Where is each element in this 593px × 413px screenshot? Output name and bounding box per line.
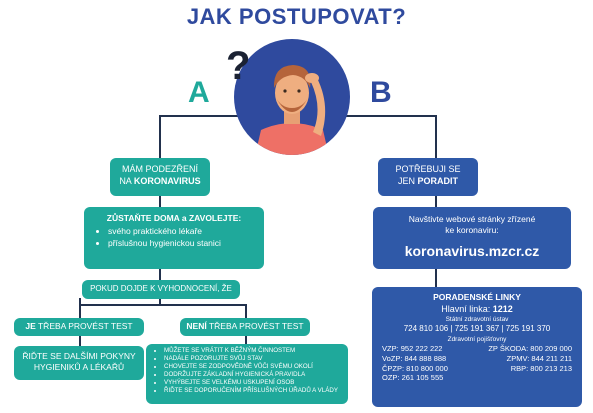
stay-home-box (84, 207, 264, 269)
connector-left-mid (159, 195, 161, 207)
thinking-person-illustration (233, 38, 351, 156)
insurers-left (382, 344, 448, 383)
branch-letter-a: A (188, 76, 210, 109)
insurers-label: Zdravotní pojišťovny (447, 335, 507, 343)
page-title: JAK POSTUPOVAT? (186, 4, 407, 29)
insurers-list (382, 344, 572, 383)
follow-instructions-box (14, 346, 144, 380)
connector-split-right (245, 304, 247, 318)
insurer-entry: ZP ŠKODA: 800 209 000 (488, 344, 572, 353)
advice-box (378, 158, 478, 196)
suspicion-box (110, 158, 210, 196)
connector-left-eval (159, 268, 161, 280)
insurer-entry: RBP: 800 213 213 (510, 363, 572, 373)
connector-split-horizontal (79, 304, 247, 306)
connector-split-center (159, 298, 161, 306)
insurers-right (488, 344, 572, 383)
suspicion-line1: MÁM PODEZŘENÍ (121, 164, 198, 174)
insurer-entry: OZP: 261 105 555 (382, 373, 444, 383)
insurer-entry: VZP: 952 222 222 (382, 344, 443, 353)
state-institute-numbers: 724 810 106 | 725 191 367 | 725 191 370 (403, 324, 551, 334)
website-url-link[interactable]: koronavirus.mzcr.cz (404, 242, 540, 259)
connector-left-bottom (79, 336, 81, 346)
insurer-entry: ZPMV: 844 211 211 (506, 353, 572, 363)
follow-line2: HYGIENIKŮ A LÉKAŘŮ (33, 362, 125, 373)
stay-home-list (94, 226, 254, 249)
advice-line1: POTŘEBUJI SE (395, 164, 461, 174)
advice-line2: JEN PORADIT (397, 176, 458, 187)
hotlines-heading: PORADENSKÉ LINKY (433, 292, 521, 302)
website-box (373, 207, 571, 269)
test-not-needed-box: NENÍ TŘEBA PROVÉST TEST (180, 318, 310, 336)
website-line2: ke koronaviru: (445, 225, 499, 236)
suspicion-line2: NA KORONAVIRUS (119, 176, 201, 187)
connector-right-bottom (245, 336, 247, 344)
connector-left-vertical (159, 115, 161, 160)
connector-right-vertical (435, 115, 437, 160)
question-mark-icon: ? (226, 44, 251, 88)
list-item: • CHOVEJTE SE ZODPOVĚDNĚ VŮČI SVÉMU OKOLÍ (164, 363, 342, 371)
list-item: • MŮŽETE SE VRÁTIT K BĚŽNÝM ČINNOSTEM (164, 347, 342, 355)
evaluation-text: POKUD DOJDE K VYHODNOCENÍ, ŽE (90, 284, 232, 293)
evaluation-box (82, 280, 240, 299)
state-institute-label: Státní zdravotní ústav (445, 315, 509, 323)
connector-right-low (435, 268, 437, 288)
website-line1: Navštivte webové stránky zřízené (408, 214, 536, 224)
insurer-entry: ČPZP: 810 800 000 (382, 363, 448, 373)
hotlines-box (372, 287, 582, 407)
list-item: • příslušnou hygienickou stanici (108, 238, 254, 249)
branch-letter-b: B (370, 76, 392, 109)
insurer-entry: VoZP: 844 888 888 (382, 353, 447, 363)
follow-line1: ŘIĎTE SE DALŠÍMI POKYNY (22, 351, 136, 361)
stay-home-heading: ZŮSTAŇTE DOMA a ZAVOLEJTE: (106, 213, 242, 223)
return-activities-list (150, 347, 342, 395)
list-item: • svého praktického lékaře (108, 226, 254, 237)
list-item: • DODRŽUJTE ZÁKLADNÍ HYGIENICKÁ PRAVIDLA (164, 371, 342, 379)
main-hotline: Hlavní linka: 1212 (441, 304, 513, 315)
list-item: • ŘIĎTE SE DOPORUČENÍM PŘÍSLUŠNÝCH ÚŘADŮ A VLÁDY (164, 387, 342, 395)
list-item: • NADÁLE POZORUJTE SVŮJ STAV (164, 355, 342, 363)
list-item: • VYHÝBEJTE SE VELKÉMU USKUPENÍ OSOB (164, 379, 342, 387)
connector-split-left (79, 298, 81, 318)
connector-right-mid (435, 195, 437, 207)
return-activities-box (146, 344, 348, 404)
test-needed-box: JE TŘEBA PROVÉST TEST (14, 318, 144, 336)
